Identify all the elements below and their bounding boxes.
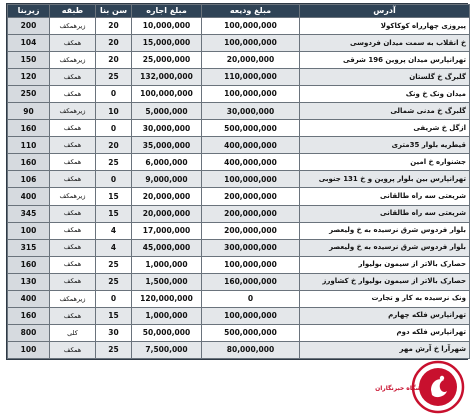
cell-floor: همکف (50, 69, 96, 86)
cell-rent: 10,000,000 (132, 18, 202, 35)
cell-rent: 100,000,000 (132, 86, 202, 103)
cell-address: گلبرگ خ مدنی شمالی (300, 103, 470, 120)
table-row (8, 69, 470, 86)
cell-age: 25 (96, 256, 132, 273)
cell-area: 315 (8, 239, 50, 256)
cell-area: 160 (8, 256, 50, 273)
cell-age: 25 (96, 273, 132, 290)
table-row (8, 103, 470, 120)
cell-deposit: 100,000,000 (202, 18, 300, 35)
cell-floor: همکف (50, 171, 96, 188)
table-row (8, 222, 470, 239)
cell-rent: 1,500,000 (132, 273, 202, 290)
cell-area: 100 (8, 222, 50, 239)
cell-deposit: 110,000,000 (202, 69, 300, 86)
cell-floor: زیرهمکف (50, 103, 96, 120)
cell-floor: همکف (50, 222, 96, 239)
table-row (8, 307, 470, 324)
cell-deposit: 20,000,000 (202, 52, 300, 69)
cell-area: 200 (8, 18, 50, 35)
cell-area: 400 (8, 188, 50, 205)
table-row (8, 290, 470, 307)
cell-address: گلبرگ خ گلستان (300, 69, 470, 86)
table-row (8, 324, 470, 341)
cell-area: 160 (8, 154, 50, 171)
cell-deposit: 300,000,000 (202, 239, 300, 256)
cell-deposit: 0 (202, 290, 300, 307)
cell-rent: 5,000,000 (132, 103, 202, 120)
cell-area: 90 (8, 103, 50, 120)
cell-rent: 30,000,000 (132, 120, 202, 137)
cell-rent: 50,000,000 (132, 324, 202, 341)
cell-rent: 45,000,000 (132, 239, 202, 256)
cell-age: 0 (96, 290, 132, 307)
cell-area: 250 (8, 86, 50, 103)
header-area: زیربنا (8, 5, 50, 18)
cell-age: 0 (96, 171, 132, 188)
cell-age: 0 (96, 86, 132, 103)
cell-address: خ انقلاب به سمت میدان فردوسی (300, 35, 470, 52)
logo-caption: باشگاه خبرنگاران (375, 385, 426, 392)
cell-rent: 120,000,000 (132, 290, 202, 307)
cell-address: تهرانپارس بین بلوار پروین و خ 131 جنوبی (300, 171, 470, 188)
table-row (8, 188, 470, 205)
header-address: آدرس (300, 5, 470, 18)
cell-floor: زیرهمکف (50, 18, 96, 35)
cell-floor: همکف (50, 137, 96, 154)
cell-deposit: 200,000,000 (202, 188, 300, 205)
cell-age: 20 (96, 52, 132, 69)
table-row (8, 256, 470, 273)
cell-area: 130 (8, 273, 50, 290)
cell-address: ازگل خ شریفی (300, 120, 470, 137)
cell-age: 15 (96, 188, 132, 205)
cell-address: جشنواره خ امین (300, 154, 470, 171)
table-row (8, 239, 470, 256)
cell-age: 20 (96, 18, 132, 35)
cell-age: 0 (96, 120, 132, 137)
cell-address: ونک نرسیده به کار و تجارت (300, 290, 470, 307)
cell-deposit: 500,000,000 (202, 120, 300, 137)
cell-address: تهرانپارس میدان پروین 196 شرقی (300, 52, 470, 69)
cell-rent: 35,000,000 (132, 137, 202, 154)
cell-area: 100 (8, 341, 50, 358)
cell-rent: 6,000,000 (132, 154, 202, 171)
cell-area: 120 (8, 69, 50, 86)
cell-area: 150 (8, 52, 50, 69)
cell-rent: 20,000,000 (132, 205, 202, 222)
cell-rent: 17,000,000 (132, 222, 202, 239)
cell-floor: همکف (50, 35, 96, 52)
cell-rent: 1,000,000 (132, 256, 202, 273)
cell-address: شریعتی سه راه طالقانی (300, 205, 470, 222)
cell-rent: 9,000,000 (132, 171, 202, 188)
cell-area: 106 (8, 171, 50, 188)
header-age: سن بنا (96, 5, 132, 18)
cell-deposit: 100,000,000 (202, 171, 300, 188)
cell-area: 800 (8, 324, 50, 341)
cell-rent: 15,000,000 (132, 35, 202, 52)
cell-age: 30 (96, 324, 132, 341)
cell-age: 15 (96, 307, 132, 324)
cell-floor: همکف (50, 205, 96, 222)
cell-age: 20 (96, 35, 132, 52)
cell-floor: همکف (50, 86, 96, 103)
cell-deposit: 400,000,000 (202, 137, 300, 154)
table-row (8, 171, 470, 188)
cell-deposit: 80,000,000 (202, 341, 300, 358)
cell-age: 25 (96, 69, 132, 86)
cell-age: 25 (96, 341, 132, 358)
cell-rent: 7,500,000 (132, 341, 202, 358)
header-row (8, 5, 470, 18)
cell-deposit: 200,000,000 (202, 222, 300, 239)
cell-age: 15 (96, 205, 132, 222)
cell-deposit: 30,000,000 (202, 103, 300, 120)
cell-deposit: 100,000,000 (202, 86, 300, 103)
cell-deposit: 100,000,000 (202, 35, 300, 52)
cell-floor: زیرهمکف (50, 290, 96, 307)
cell-address: حصارک بالاتر از سیمون بولیوار (300, 256, 470, 273)
cell-area: 160 (8, 120, 50, 137)
cell-rent: 20,000,000 (132, 188, 202, 205)
cell-rent: 1,000,000 (132, 307, 202, 324)
cell-deposit: 500,000,000 (202, 324, 300, 341)
table-row (8, 341, 470, 358)
table-row (8, 86, 470, 103)
table-row (8, 137, 470, 154)
cell-address: تهرانپارس فلکه دوم (300, 324, 470, 341)
cell-floor: همکف (50, 307, 96, 324)
table-row (8, 35, 470, 52)
cell-rent: 132,000,000 (132, 69, 202, 86)
cell-area: 345 (8, 205, 50, 222)
cell-address: بلوار فردوس شرق نرسیده به خ ولیعصر (300, 239, 470, 256)
table-row (8, 154, 470, 171)
cell-deposit: 100,000,000 (202, 256, 300, 273)
cell-floor: همکف (50, 120, 96, 137)
table-row (8, 52, 470, 69)
cell-area: 104 (8, 35, 50, 52)
cell-floor: همکف (50, 256, 96, 273)
cell-area: 110 (8, 137, 50, 154)
cell-age: 25 (96, 154, 132, 171)
cell-age: 20 (96, 137, 132, 154)
cell-rent: 25,000,000 (132, 52, 202, 69)
cell-address: شهرآرا خ آرش مهر (300, 341, 470, 358)
cell-area: 400 (8, 290, 50, 307)
cell-deposit: 200,000,000 (202, 205, 300, 222)
cell-deposit: 400,000,000 (202, 154, 300, 171)
cell-floor: زیرهمکف (50, 52, 96, 69)
cell-address: تهرانپارس فلکه چهارم (300, 307, 470, 324)
cell-address: بلوار فردوس شرق نرسیده به خ ولیعصر (300, 222, 470, 239)
cell-address: میدان ونک خ ونک (300, 86, 470, 103)
cell-deposit: 160,000,000 (202, 273, 300, 290)
cell-floor: زیرهمکف (50, 188, 96, 205)
cell-age: 10 (96, 103, 132, 120)
table-body (8, 18, 470, 359)
cell-age: 4 (96, 222, 132, 239)
table-row (8, 273, 470, 290)
cell-deposit: 100,000,000 (202, 307, 300, 324)
header-deposit: مبلغ ودیعه (202, 5, 300, 18)
table-row (8, 18, 470, 35)
table-row (8, 120, 470, 137)
cell-floor: همکف (50, 273, 96, 290)
header-floor: طبقه (50, 5, 96, 18)
cell-floor: کلی (50, 324, 96, 341)
cell-address: شریعتی سه راه طالقانی (300, 188, 470, 205)
rental-listings-table (6, 3, 468, 360)
listings-grid (7, 4, 470, 359)
cell-address: حصارک بالاتر از سیمون بولیوار خ کشاورز (300, 273, 470, 290)
cell-age: 4 (96, 239, 132, 256)
cell-floor: همکف (50, 154, 96, 171)
cell-address: پیروزی چهارراه کوکاکولا (300, 18, 470, 35)
table-row (8, 205, 470, 222)
cell-area: 160 (8, 307, 50, 324)
cell-address: قیطریه بلوار 35متری (300, 137, 470, 154)
cell-floor: همکف (50, 341, 96, 358)
cell-floor: همکف (50, 239, 96, 256)
header-rent: مبلغ اجاره (132, 5, 202, 18)
